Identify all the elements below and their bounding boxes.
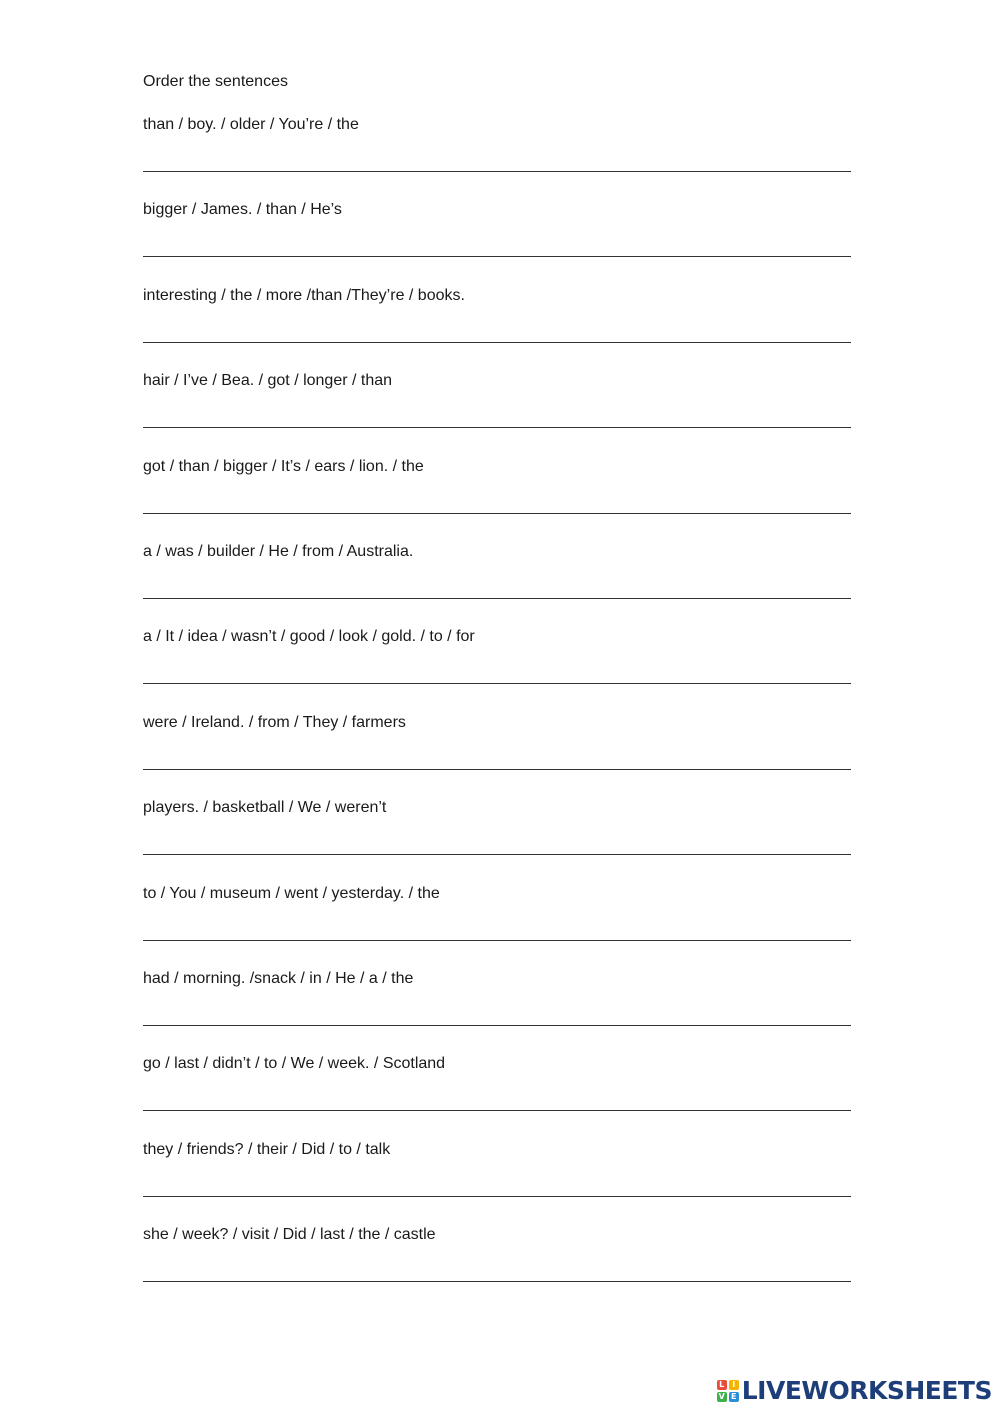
exercise-item [143,713,851,798]
exercise-item [143,627,851,712]
scrambled-sentence: than / boy. / older / You’re / the [143,116,359,133]
page-title: Order the sentences [143,73,288,90]
exercise-item [143,1140,851,1225]
exercise-item [143,542,851,627]
scrambled-sentence: were / Ireland. / from / They / farmers [143,713,406,731]
exercise-item [143,884,851,969]
answer-line[interactable] [143,256,851,257]
liveworksheets-logo-icon [717,1380,739,1402]
exercise-item [143,798,851,883]
logo-square: I [729,1380,739,1390]
scrambled-sentence: they / friends? / their / Did / to / talk [143,1140,391,1158]
answer-line[interactable] [143,598,851,599]
scrambled-sentence: hair / I’ve / Bea. / got / longer / than [143,372,393,390]
answer-line[interactable] [143,1110,851,1111]
brand-name: LIVEWORKSHEETS [741,1376,992,1405]
scrambled-sentence: she / week? / visit / Did / last / the / castle [143,1226,436,1244]
brand-watermark [717,1376,992,1405]
logo-square: L [717,1380,727,1390]
answer-line[interactable] [143,171,851,172]
answer-line[interactable] [143,769,851,770]
exercise-item [143,286,851,371]
scrambled-sentence: go / last / didn’t / to / We / week. / Scotland [143,1055,446,1073]
scrambled-sentence: got / than / bigger / It’s / ears / lion. / the [143,457,424,475]
exercise-item [143,1054,851,1139]
answer-line[interactable] [143,683,851,684]
exercise-item [143,115,851,200]
logo-square: V [718,1391,725,1401]
exercise-item [143,371,851,456]
exercise-item [143,969,851,1054]
answer-line[interactable] [143,342,851,343]
scrambled-sentence: a / was / builder / He / from / Australia. [143,542,414,560]
exercise-list [143,115,851,1310]
scrambled-sentence: had / morning. /snack / in / He / a / the [143,969,414,987]
answer-line[interactable] [143,513,851,514]
scrambled-sentence: to / You / museum / went / yesterday. / the [143,884,440,902]
scrambled-sentence: bigger / James. / than / He’s [143,201,342,219]
exercise-item [143,1225,851,1310]
scrambled-sentence: players. / basketball / We / weren’t [143,799,387,817]
answer-line[interactable] [143,940,851,941]
scrambled-sentence: a / It / idea / wasn’t / good / look / gold. / to / for [143,628,475,646]
answer-line[interactable] [143,1281,851,1282]
answer-line[interactable] [143,854,851,855]
scrambled-sentence: interesting / the / more /than /They’re / books. [143,286,465,304]
answer-line[interactable] [143,427,851,428]
exercise-item [143,457,851,542]
exercise-item [143,200,851,285]
answer-line[interactable] [143,1196,851,1197]
logo-square: E [729,1392,739,1402]
answer-line[interactable] [143,1025,851,1026]
